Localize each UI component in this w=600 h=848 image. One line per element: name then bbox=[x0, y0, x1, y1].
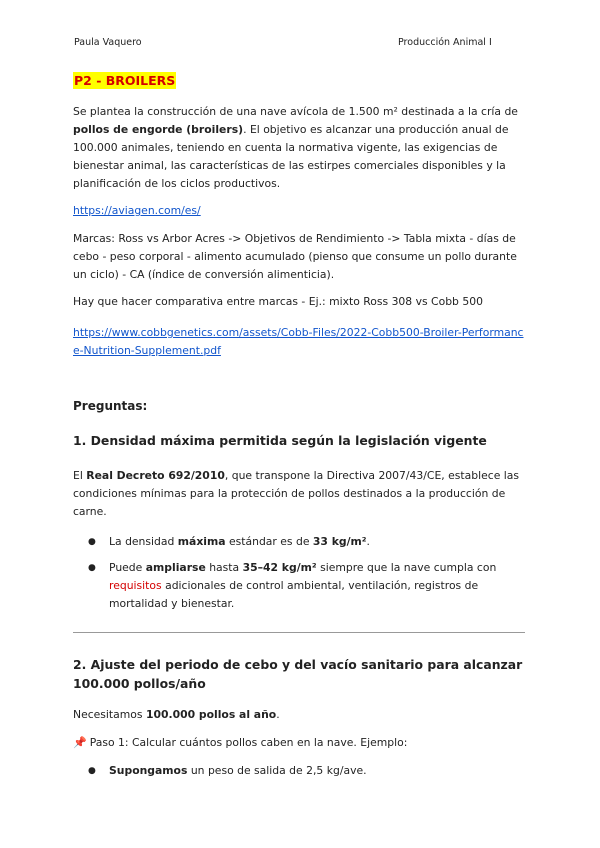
bullet-icon: ● bbox=[88, 562, 96, 573]
horizontal-divider bbox=[73, 632, 525, 633]
q1-bullet1-e: . bbox=[366, 534, 370, 548]
q1-text-c: , que transpone la Directiva 2007/43/CE, establece las condiciones mínimas para la protección de pollos destinados a la producción de carne. bbox=[73, 468, 520, 518]
intro-paragraph bbox=[73, 103, 525, 193]
cobb-link[interactable]: https://www.cobbgenetics.com/assets/Cobb-Files/2022-Cobb500-Broiler-Performance-Nutrition-Supplement.pdf bbox=[73, 326, 524, 357]
aviagen-link[interactable]: https://aviagen.com/es/ bbox=[73, 204, 201, 217]
intro-text-a: Se plantea la construcción de una nave avícola de 1.500 m² destinada a la cría de bbox=[73, 105, 518, 118]
q1-bullet1-b: máxima bbox=[177, 534, 226, 548]
list-item bbox=[73, 762, 525, 780]
q1-bullet2-b: ampliarse bbox=[145, 560, 206, 574]
list-item bbox=[73, 559, 525, 613]
question-1-heading: 1. Densidad máxima permitida según la legislación vigente bbox=[73, 433, 487, 448]
q1-bullet2-e: siempre que la nave cumpla con bbox=[316, 560, 497, 574]
q1-bullet2-c: hasta bbox=[205, 560, 243, 574]
step1-text: Paso 1: Calcular cuántos pollos caben en la nave. Ejemplo: bbox=[89, 735, 408, 749]
bullet-icon: ● bbox=[88, 765, 96, 776]
cobb-link-line bbox=[73, 324, 525, 360]
bullet-icon: ● bbox=[88, 536, 96, 547]
intro-text-bold: pollos de engorde (broilers) bbox=[73, 123, 244, 136]
marcas-paragraph: Marcas: Ross vs Arbor Acres -> Objetivos de Rendimiento -> Tabla mixta - días de cebo - peso corporal - alimento acumulado (pienso que consume un pollo durante un ciclo) - CA (índice de conversión alimenticia). bbox=[73, 232, 517, 281]
q1-bullet1-c: estándar es de bbox=[225, 534, 313, 548]
document-body bbox=[73, 70, 525, 780]
header-author: Paula Vaquero bbox=[74, 37, 142, 48]
intro-text-c: . El objetivo es alcanzar una producción anual de 100.000 animales, teniendo en cuenta la normativa vigente, las exigencias de bienestar animal, las características de las estirpes comerciales disponibles y la planificación de los ciclos productivos. bbox=[73, 123, 509, 190]
question-2-heading: 2. Ajuste del periodo de cebo y del vacío sanitario para alcanzar 100.000 pollos/año bbox=[73, 656, 523, 691]
q1-bullet2-a: Puede bbox=[109, 560, 146, 574]
question-2-list bbox=[73, 762, 525, 780]
comparativa-paragraph: Hay que hacer comparativa entre marcas - Ej.: mixto Ross 308 vs Cobb 500 bbox=[73, 295, 483, 308]
q1-text-a: El bbox=[73, 468, 87, 482]
q2-need-b: 100.000 pollos al año bbox=[145, 707, 277, 721]
question-1-list bbox=[73, 533, 525, 613]
question-2-step1 bbox=[73, 734, 525, 752]
header-course: Producción Animal I bbox=[398, 37, 492, 48]
q2-bullet1-b: un peso de salida de 2,5 kg/ave. bbox=[187, 763, 367, 777]
q1-bullet2-d: 35–42 kg/m² bbox=[242, 560, 317, 574]
list-item bbox=[73, 533, 525, 551]
requisitos-highlight: requisitos bbox=[109, 578, 162, 592]
aviagen-link-line bbox=[73, 202, 525, 220]
q2-need-c: . bbox=[276, 707, 280, 721]
q1-text-bold: Real Decreto 692/2010 bbox=[86, 468, 225, 482]
q1-bullet2-g: adicionales de control ambiental, ventilación, registros de mortalidad y bienestar. bbox=[109, 578, 479, 610]
question-1-paragraph bbox=[73, 467, 525, 521]
question-2-need bbox=[73, 706, 525, 724]
preguntas-heading: Preguntas: bbox=[73, 399, 148, 413]
q1-bullet1-a: La densidad bbox=[109, 534, 178, 548]
document-title: P2 - BROILERS bbox=[74, 73, 176, 88]
q2-need-a: Necesitamos bbox=[73, 707, 146, 721]
q1-bullet1-d: 33 kg/m² bbox=[312, 534, 367, 548]
pushpin-icon: 📌 bbox=[73, 735, 87, 749]
q2-bullet1-a: Supongamos bbox=[109, 763, 188, 777]
title-wrap bbox=[73, 70, 525, 91]
